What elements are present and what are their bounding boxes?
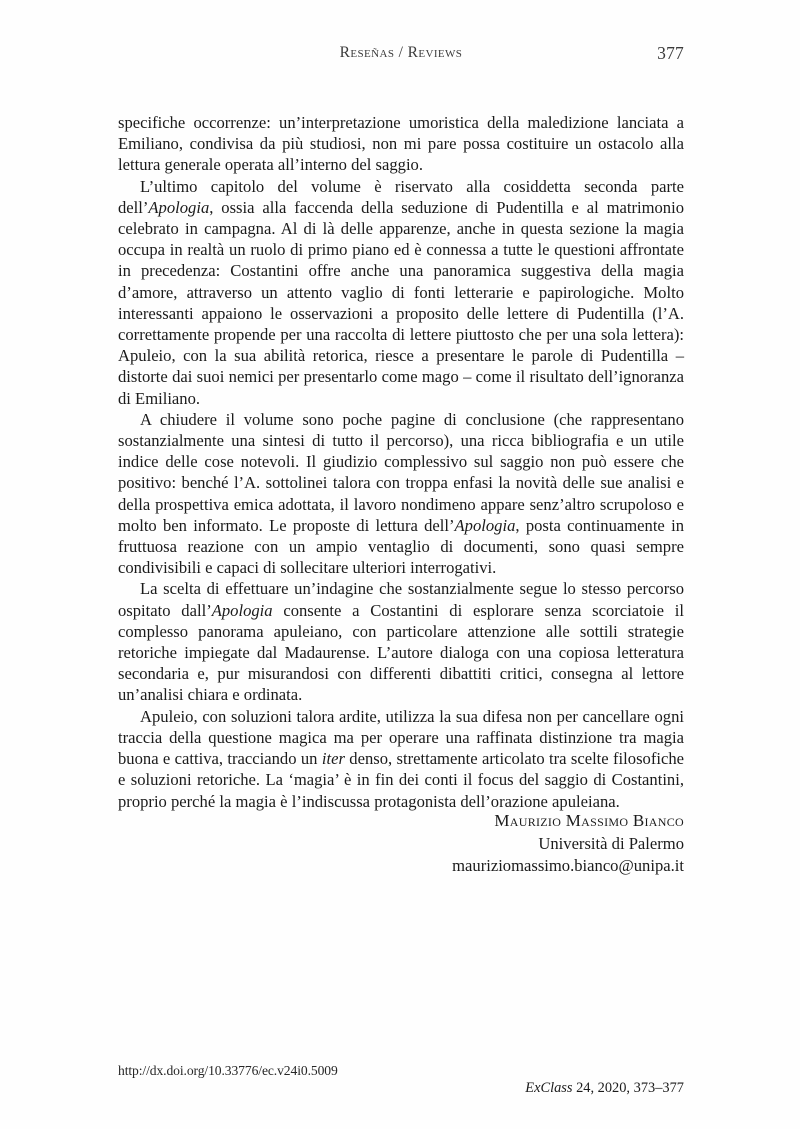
author-affiliation: Università di Palermo [538,833,684,853]
body-text-block [118,112,684,812]
signature-block [118,810,684,878]
journal-issue-pages: 24, 2020, 373–377 [572,1080,684,1096]
doi-link[interactable]: http://dx.doi.org/10.33776/ec.v24i0.5009 [118,1063,338,1078]
paragraph: La scelta di effettuare un’indagine che sostanzialmente segue lo stesso percorso ospitato dall’Apologia consente a Costantini di esplorare senza scorciatoie il complesso panorama apuleiano, con particolare attenzione alle sottili strategie retoriche impiegate dal Madaurense. L’autore dialoga con una copiosa letteratura secondaria e, pur misurandosi con differenti dibattiti critici, consegna al lettore un’analisi chiara e ordinata. [118,579,685,705]
paragraph: L’ultimo capitolo del volume è riservato alla cosiddetta seconda parte dell’Apologia, ossia alla faccenda della seduzione di Pudentilla e al matrimonio celebrato in campagna. Al di là delle apparenze, anche in questa sezione la magia occupa in realtà un ruolo di primo piano ed è connessa a tutte le questioni affrontate in precedenza: Costantini offre anche una panoramica suggestiva della magia d’amore, attraverso un attento vaglio di fonti letterarie e papirologiche. Molto interessanti appaiono le osservazioni a proposito delle lettere di Pudentilla (l’A. correttamente propende per una raccolta di lettere piuttosto che per una sola lettera): Apuleio, con la sua abilità retorica, riesce a presentare le parole di Pudentilla – distorte dai suoi nemici per presentarlo come mago – come il risultato dell’ignoranza di Emiliano. [118,176,684,408]
page-footer [118,1063,684,1096]
running-head-title: Reseñas / Reviews [339,44,463,61]
author-name: Maurizio Massimo Bianco [494,811,684,830]
page-number: 377 [657,43,684,63]
paragraph: A chiudere il volume sono poche pagine di conclusione (che rappresentano sostanzialmente una sintesi di tutto il percorso), una ricca bibliografia e un utile indice delle cose notevoli. Il giudizio complessivo sul saggio non può essere che positivo: benché l’A. sottolinei talora con troppa enfasi la novità delle sue analisi e della prospettiva emica adottata, il lavoro nondimeno appare senz’altro scrupoloso e molto ben informato. Le proposte di lettura dell’Apologia, posta continuamente in fruttuosa reazione con un ampio ventaglio di documenti, sono quasi sempre condivisibili e capaci di sollecitare ulteriori interrogativi. [118,409,684,578]
running-head [118,44,684,66]
journal-citation [504,1063,684,1114]
journal-title: ExClass [525,1080,573,1096]
paragraph: specifiche occorrenze: un’interpretazione umoristica della maledizione lanciata a Emiliano, condivisa da più studiosi, non mi pare possa costituire un ostacolo alla lettura generale operata all’interno del saggio. [118,113,684,175]
author-email: mauriziomassimo.bianco@unipa.it [452,856,684,875]
paragraph: Apuleio, con soluzioni talora ardite, utilizza la sua difesa non per cancellare ogni traccia della questione magica ma per operare una raffinata distinzione tra magia buona e cattiva, tracciando un iter denso, strettamente articolato tra scelte filosofiche e soluzioni retoriche. La ‘magia’ è in fin dei conti il focus del saggio di Costantini, proprio perché la magia è l’indiscussa protagonista dell’orazione apuleiana. [118,706,684,811]
